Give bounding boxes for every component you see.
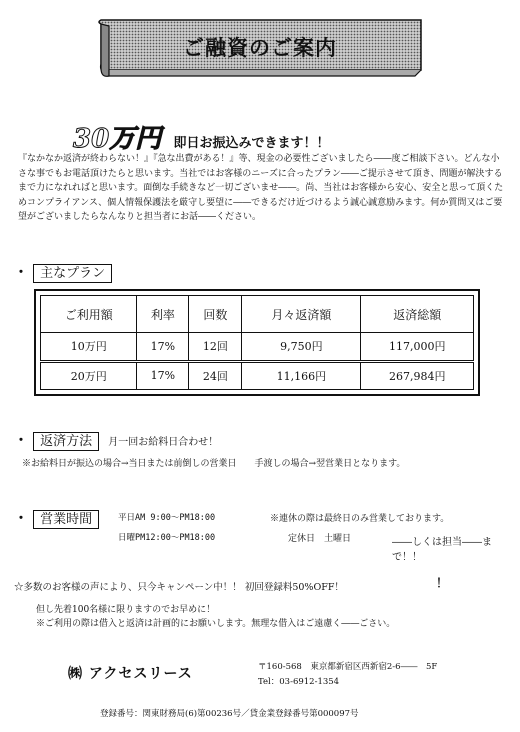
col-header: 返済総額 — [361, 296, 474, 333]
table-row — [41, 333, 474, 362]
bullet-icon: ・ — [14, 265, 28, 281]
table-cell: 267,984円 — [361, 361, 474, 390]
table-cell: 17% — [137, 333, 189, 362]
company-logo: ㈱ アクセスリース — [68, 666, 193, 682]
table-cell: 20万円 — [41, 361, 137, 390]
registration-number: 登録番号：関東財務局(6)第00236号／貸金業登録番号第000097号 — [100, 709, 359, 719]
col-header: 利率 — [137, 296, 189, 333]
campaign-text: ☆多数のお客様の声により、只今キャンペーン中！！ 初回登録料50%OFF！ — [14, 582, 344, 593]
intro-paragraph: 『なかなか返済が終わらない！』『急な出費がある！』等、現金の必要性ございましたら――度ご相談下さい。どんな小さな事でもお電話頂けたらと思います。当社ではお客様のニーズに合ったプラン――ご提示させて頂き、問題が解決するまで力になれればと思います。面倒な手続きなど一切ございませ――。尚、当社はお客様から安心、安全と思って頂くためコンプライアンス、個人情報保護法を厳守し要望に――できるだけ近づけるよう誠心誠意励みます。何か質問又はご要望がございましたらなんなりと担当者にお話――ください。 — [18, 154, 504, 222]
bullet-icon: ・ — [14, 511, 28, 527]
bullet-icon: ・ — [14, 433, 28, 449]
plan-section-header — [14, 262, 112, 282]
table-cell: 12回 — [189, 333, 242, 362]
company-postal: 〒160-568 東京都新宿区西新宿2-6―― 5F — [258, 662, 438, 672]
page-title: ご融資のご案内 — [183, 36, 337, 60]
table-cell: 11,166円 — [242, 361, 361, 390]
table-row — [41, 361, 474, 390]
table-cell: 9,750円 — [242, 333, 361, 362]
note-line: ※ご利用の際は借入と返済は計画的にお願いします。無理な借入はご遠慮く――ごさい。 — [36, 619, 396, 629]
table-header-row — [41, 296, 474, 333]
table-cell: 117,000円 — [361, 333, 474, 362]
plan-label: 主なプラン — [33, 264, 112, 283]
repay-note: ※お給料日が振込の場合→当日または前倒しの営業日 手渡しの場合→翌営業日となります。 — [22, 459, 406, 469]
col-header: ご利用額 — [41, 296, 137, 333]
col-header: 月々返済額 — [242, 296, 361, 333]
plan-table — [40, 295, 474, 390]
note-line: 但し先着100名様に限りますのでお早めに！ — [36, 605, 216, 615]
hours-label: 営業時間 — [33, 510, 99, 529]
col-header: 回数 — [189, 296, 242, 333]
table-cell: 17% — [137, 361, 189, 390]
plan-table-frame — [34, 289, 480, 396]
table-cell: 24回 — [189, 361, 242, 390]
headline-text: 即日お振込みできます！！ — [173, 136, 330, 151]
table-cell: 10万円 — [41, 333, 137, 362]
hours-weekday: 平日AM 9:00～PM18:00 — [118, 513, 216, 523]
company-address-block — [258, 660, 437, 690]
hours-closed: 定休日 土曜日 — [288, 534, 352, 544]
repay-label: 返済方法 — [33, 432, 99, 451]
repay-text: 月一回お給料日合わせ！ — [108, 437, 219, 448]
hours-section-header — [14, 508, 99, 528]
company-tel: Tel：03-6912-1354 — [258, 677, 340, 687]
campaign-mark: ！ — [436, 576, 449, 590]
headline-amount: 30万円 — [73, 124, 162, 154]
hours-holiday-note: ※連休の際は最終日のみ営業しております。 — [270, 514, 450, 524]
repay-section-header — [14, 430, 218, 450]
hours-sunday: 日曜PM12:00～PM18:00 — [118, 533, 216, 543]
hours-contact: ――しくは担当――まで！！ — [392, 537, 492, 563]
headline — [73, 118, 329, 155]
